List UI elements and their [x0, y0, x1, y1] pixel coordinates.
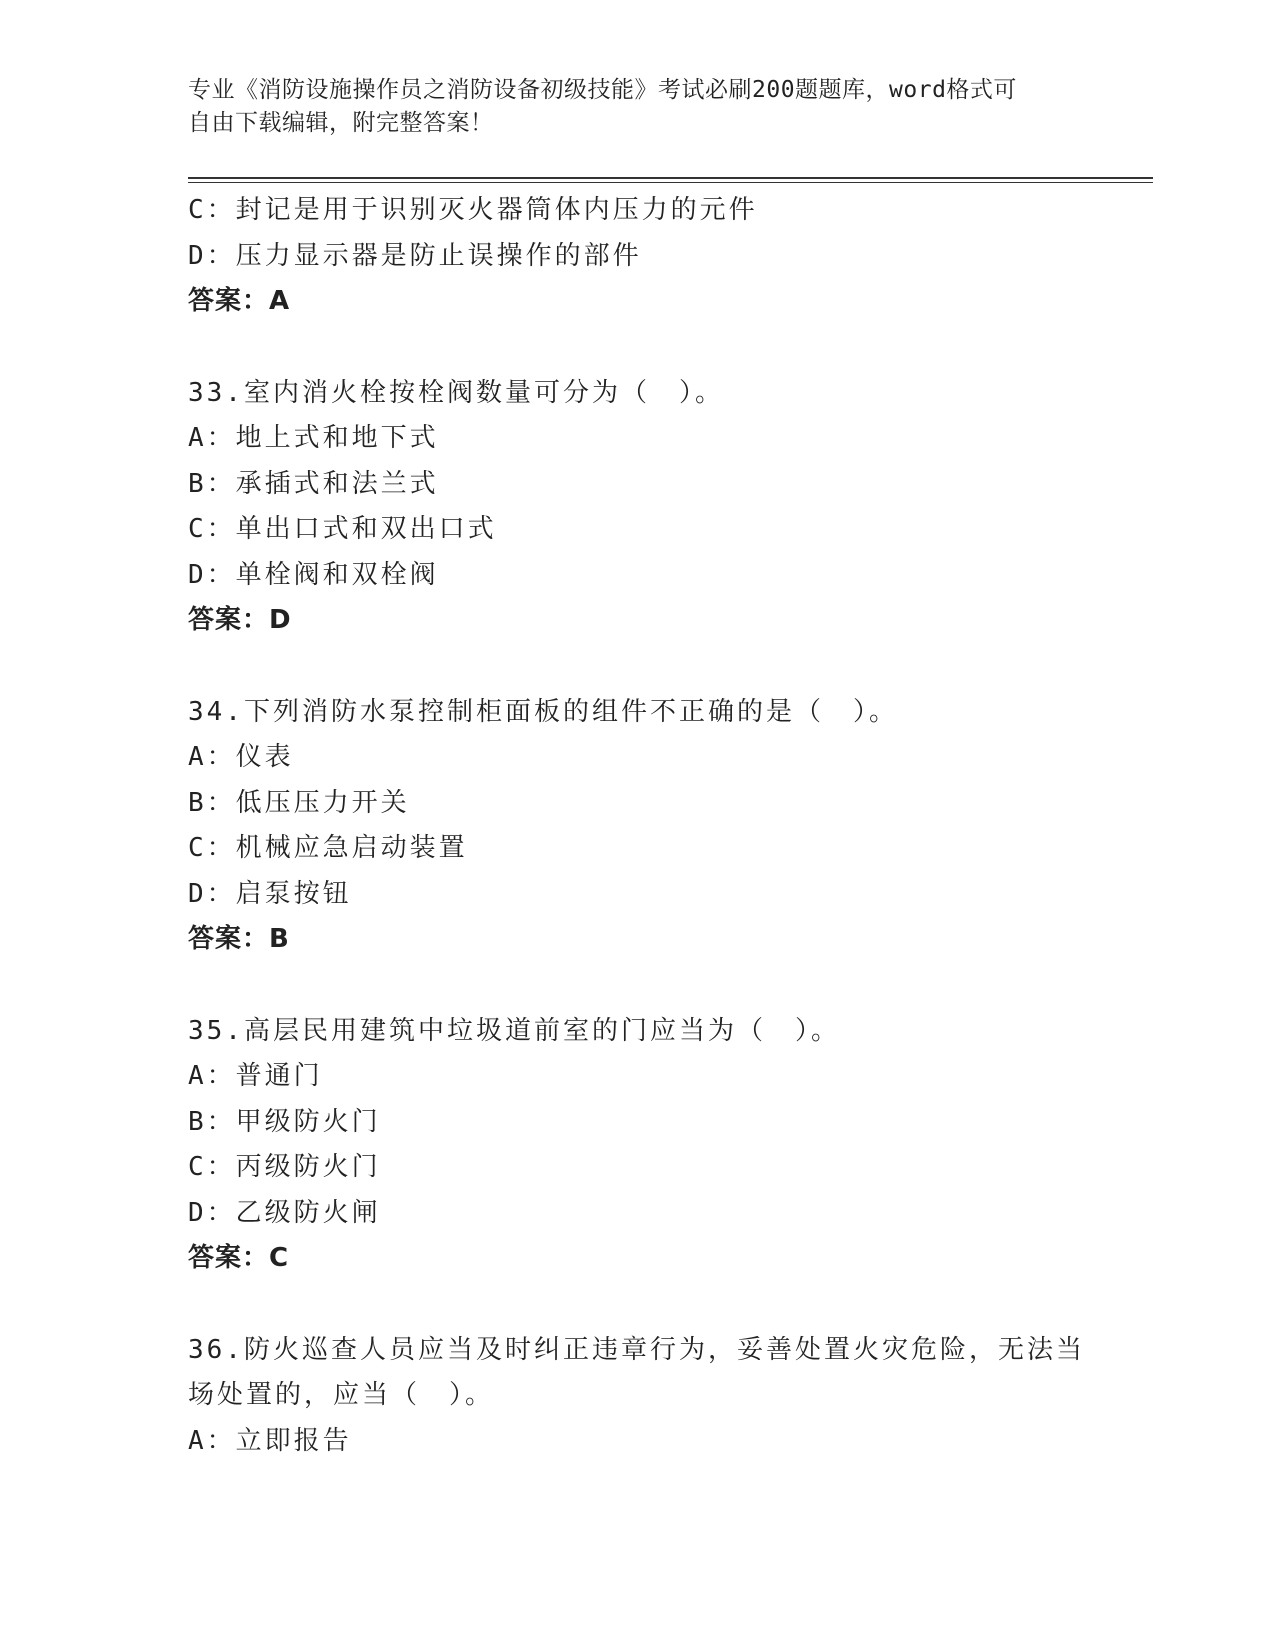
option-a: A：地上式和地下式 — [188, 423, 439, 453]
spacer — [188, 644, 1148, 690]
question-stem-line-1: 36.防火巡查人员应当及时纠正违章行为，妥善处置火灾危险，无法当 — [188, 1334, 1085, 1365]
header-title-line-2: 自由下载编辑，附完整答案！ — [188, 110, 494, 136]
question-block-32-continued — [188, 188, 1148, 325]
option-c: C：单出口式和双出口式 — [188, 514, 497, 544]
spacer — [188, 963, 1148, 1009]
question-stem: 34.下列消防水泵控制柜面板的组件不正确的是（ ）。 — [188, 696, 898, 727]
option-d: D：启泵按钮 — [188, 878, 352, 909]
answer-label: 答案：A — [188, 286, 291, 316]
option-c: C：机械应急启动装置 — [188, 833, 468, 863]
answer-label: 答案：C — [188, 1243, 290, 1273]
option-c: C：封记是用于识别灭火器筒体内压力的元件 — [188, 195, 758, 225]
header-divider-thin — [188, 182, 1153, 183]
option-b: B：低压压力开关 — [188, 787, 410, 818]
header-divider-thick — [188, 177, 1153, 179]
question-block-34 — [188, 690, 1148, 963]
spacer — [188, 325, 1148, 371]
answer-label: 答案：D — [188, 605, 292, 635]
question-stem: 33.室内消火栓按栓阀数量可分为（ ）。 — [188, 377, 724, 408]
answer-label: 答案：B — [188, 924, 290, 954]
option-a: A：立即报告 — [188, 1425, 352, 1456]
option-c: C：丙级防火门 — [188, 1152, 381, 1182]
question-stem: 35.高层民用建筑中垃圾道前室的门应当为（ ）。 — [188, 1015, 840, 1046]
question-block-33 — [188, 371, 1148, 644]
question-block-35 — [188, 1009, 1148, 1282]
option-b: B：承插式和法兰式 — [188, 468, 439, 499]
document-header — [188, 74, 1068, 140]
question-block-36 — [188, 1328, 1148, 1465]
option-d: D：乙级防火闸 — [188, 1197, 381, 1228]
question-stem-line-2: 场处置的，应当（ ）。 — [188, 1380, 495, 1410]
spacer — [188, 1282, 1148, 1328]
question-content — [188, 188, 1148, 1464]
option-b: B：甲级防火门 — [188, 1106, 381, 1137]
option-d: D：单栓阀和双栓阀 — [188, 559, 439, 590]
option-a: A：仪表 — [188, 742, 294, 772]
header-title-line-1: 专业《消防设施操作员之消防设备初级技能》考试必刷200题题库，word格式可 — [188, 77, 1017, 103]
option-d: D：压力显示器是防止误操作的部件 — [188, 240, 642, 271]
option-a: A：普通门 — [188, 1061, 323, 1091]
